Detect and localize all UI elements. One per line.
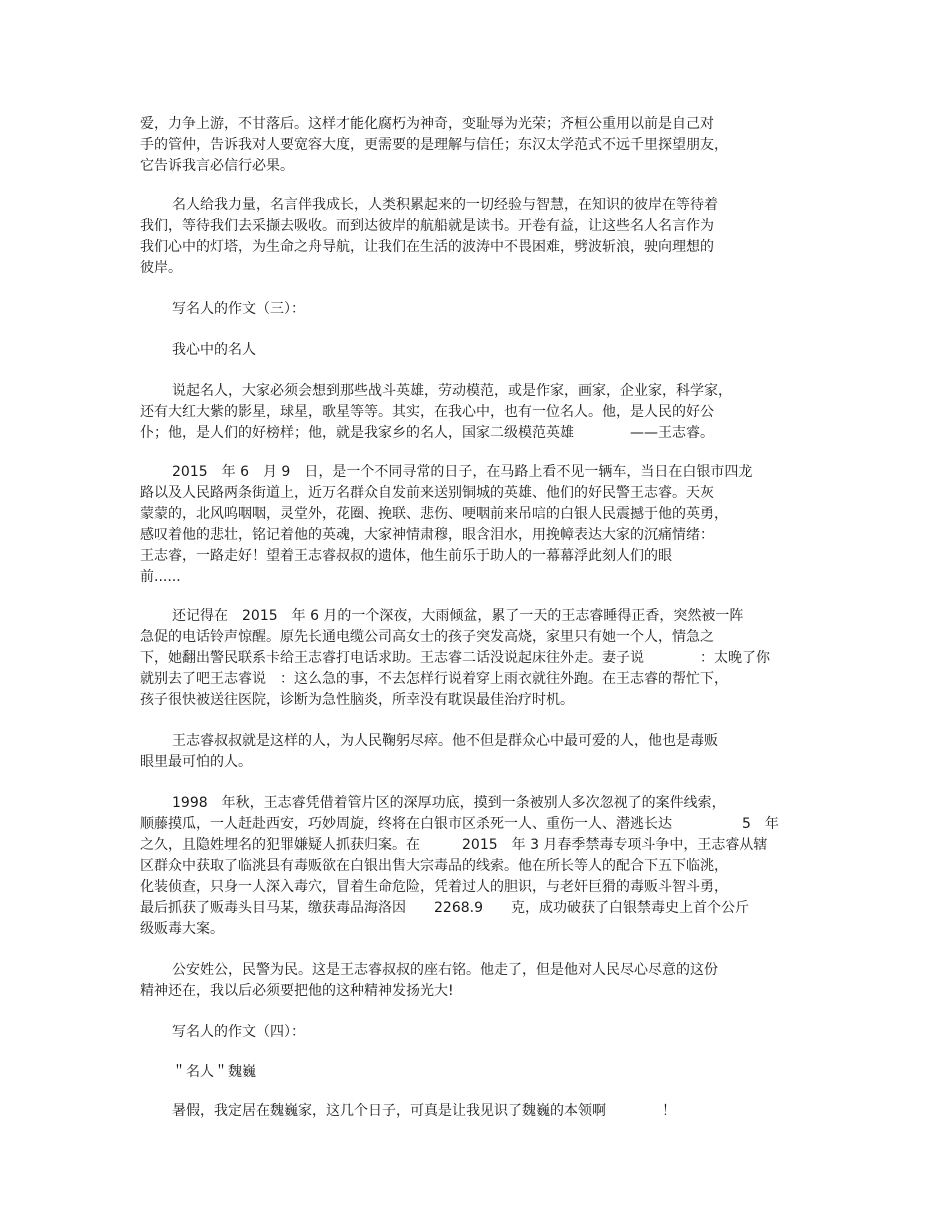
text-line: 蒙蒙的，北风呜咽咽，灵堂外，花圈、挽联、悲伤、哽咽前来吊唁的白银人民震撼于他的英勇， <box>140 506 728 522</box>
text-line: 路以及人民路两条街道上，近万名群众自发前来送别铜城的英雄、他们的好民警王志睿。天灰 <box>140 485 714 501</box>
text-line: 最后抓获了贩毒头目马某，缴获毒品海洛因 2268.9 克，成功破获了白银禁毒史上首个公斤 <box>140 900 749 916</box>
text-line: 眼里最可怕的人。 <box>140 754 252 770</box>
text-line: 就别去了吧王志睿说 ：这么急的事，不去怎样行说着穿上雨衣就往外跑。在王志睿的帮忙下， <box>140 671 728 687</box>
text-line: 仆；他，是人们的好榜样；他，就是我家乡的名人，国家二级模范英雄 ——王志睿。 <box>140 425 714 441</box>
text-line: 还记得在 2015 年 6 月的一个深夜，大雨倾盆，累了一天的王志睿睡得正香，突然被一阵 <box>172 608 744 624</box>
text-line: 2015 年 6 月 9 日，是一个不同寻常的日子，在马路上看不见一辆车，当日在白银市四龙 <box>172 464 753 480</box>
section-heading: 写名人的作文（三）： <box>172 301 305 317</box>
text-line: 前...... <box>140 569 181 585</box>
text-line: 名人给我力量，名言伴我成长，人类积累起来的一切经验与智慧，在知识的彼岸在等待着 <box>172 197 718 213</box>
text-line: 王志睿叔叔就是这样的人，为人民鞠躬尽瘁。他不但是群众心中最可爱的人，他也是毒贩 <box>172 733 718 749</box>
text-line: 还有大红大紫的影星，球星，歌星等等。其实，在我心中，也有一位名人。他，是人民的好公 <box>140 404 714 420</box>
text-line: 暑假，我定居在魏巍家，这几个日子，可真是让我见识了魏巍的本领啊 ！ <box>172 1103 676 1119</box>
text-line: 化装侦查，只身一人深入毒穴，冒着生命危险，凭着过人的胆识，与老奸巨猾的毒贩斗智斗勇， <box>140 879 728 895</box>
text-line: 手的管仲，告诉我对人要宽容大度，更需要的是理解与信任；东汉太学范式不远千里探望朋友， <box>140 137 728 153</box>
text-line: 彼岸。 <box>140 260 182 276</box>
text-line: 它告诉我言必信行必果。 <box>140 158 294 174</box>
text-line: 下，她翻出警民联系卡给王志睿打电话求助。王志睿二话没说起床往外走。妻子说 ：太晚了你 <box>140 650 770 666</box>
text-line: 之久，且隐姓埋名的犯罪嫌疑人抓获归案。在 2015 年 3 月春季禁毒专项斗争中，王志睿从辖 <box>140 837 768 853</box>
text-line: 急促的电话铃声惊醒。原先长通电缆公司高女士的孩子突发高烧，家里只有她一个人，情急之 <box>140 629 714 645</box>
essay-title: 我心中的名人 <box>172 342 256 358</box>
text-line: 级贩毒大案。 <box>140 921 224 937</box>
text-line: 孩子很快被送往医院，诊断为急性脑炎，所幸没有耽误最佳治疗时机。 <box>140 692 574 708</box>
text-line: 感叹着他的悲壮，铭记着他的英魂，大家神情肃穆，眼含泪水，用挽幛表达大家的沉痛情绪： <box>140 527 714 543</box>
text-line: 爱，力争上游，不甘落后。这样才能化腐朽为神奇，变耻辱为光荣；齐桓公重用以前是自己对 <box>140 116 714 132</box>
text-line: 我们，等待我们去采撷去吸收。而到达彼岸的航船就是读书。开卷有益，让这些名人名言作为 <box>140 218 714 234</box>
essay-title: ＂名人＂魏巍 <box>172 1064 256 1080</box>
text-line: 区群众中获取了临洮县有毒贩欲在白银出售大宗毒品的线索。他在所长等人的配合下五下临洮， <box>140 858 728 874</box>
text-line: 王志睿，一路走好！望着王志睿叔叔的遗体，他生前乐于助人的一幕幕浮此刻人们的眼 <box>140 548 672 564</box>
text-line: 精神还在，我以后必须要把他的这种精神发扬光大! <box>140 983 454 999</box>
text-line: 我们心中的灯塔，为生命之舟导航，让我们在生活的波涛中不畏困难，劈波斩浪，驶向理想的 <box>140 239 714 255</box>
section-heading: 写名人的作文（四）： <box>172 1024 305 1040</box>
text-line: 公安姓公，民警为民。这是王志睿叔叔的座右铭。他走了，但是他对人民尽心尽意的这份 <box>172 962 718 978</box>
text-line: 顺藤摸瓜，一人赶赴西安，巧妙周旋，终将在白银市区杀死一人、重伤一人、潜逃长达 5 年 <box>140 816 779 832</box>
text-line: 说起名人，大家必须会想到那些战斗英雄，劳动模范，或是作家，画家，企业家，科学家， <box>172 383 732 399</box>
text-line: 1998 年秋，王志睿凭借着管片区的深厚功底，摸到一条被别人多次忽视了的案件线索， <box>172 795 726 811</box>
